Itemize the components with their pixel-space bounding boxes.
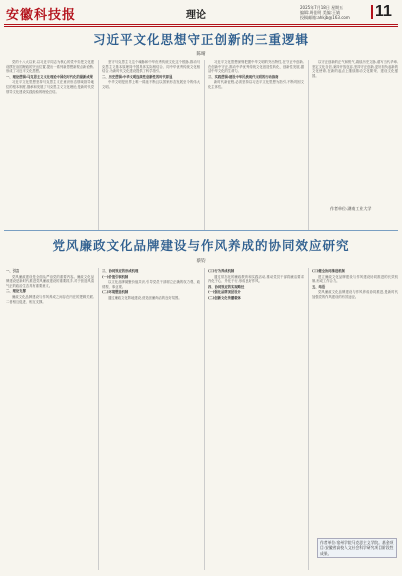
publication-info (300, 5, 350, 20)
paragraph: 中华文明是世界上唯一绵延不断且以国家形态发展至今的伟大文明。 (102, 80, 200, 89)
section-title: 理论 (186, 10, 206, 21)
column-divider (308, 60, 309, 230)
header-rule (4, 24, 398, 25)
paragraph: 建立廉政文化品牌建设与作风建设协同推进的长效机制,形成工作合力。 (312, 274, 398, 284)
article1-title: 习近平文化思想守正创新的三重逻辑 (92, 32, 309, 47)
subheading: (二)创新文化传播载体 (208, 295, 241, 300)
article2-column-3 (208, 268, 304, 568)
subheading: (一)强化品牌顶层设计 (208, 290, 241, 295)
paragraph: 习近平文化思想坚持马克思主义在意识形态领域指导地位的根本制度,继承和发展了马克思主义文化理论,是新时代党领导文化建设实践经验的理论总结。 (6, 80, 94, 94)
page-number: 11 (375, 3, 392, 20)
newspaper-name: 安徽科技报 (6, 8, 77, 23)
column-divider (308, 268, 309, 570)
article1-column-2 (102, 60, 200, 228)
article2-column-2 (102, 268, 200, 568)
subheading: (三)健全协同推进机制 (312, 269, 345, 273)
paragraph: 新时代新征程,必须坚持以习近平文化思想为指引,不断巩固文化主体性。 (208, 80, 304, 89)
article1-column-4 (312, 60, 398, 200)
subheading: 二、历史逻辑:中华文明连续性创新性的时代彰显 (102, 74, 173, 79)
column-divider (204, 60, 205, 230)
page-number-accent (371, 5, 373, 19)
article1-author: 陈晴 (196, 52, 206, 57)
subheading: 一、理论逻辑:马克思主义文化理论中国化时代化的最新成果 (6, 74, 93, 79)
editor-line: 编辑:周佳明 美编:王婧 (300, 10, 340, 15)
paragraph: 以守正创新的正气和锐气,赓续历史文脉,谱写当代华章,坚定文化自信,秉持开放包容,坚持守正创新,更好担负起新的文化使命,在新的起点上继续推动文化繁荣、建设文化强国。 (312, 60, 398, 78)
article1-column-3 (208, 60, 304, 228)
header-rule-secondary (4, 26, 398, 27)
paragraph: 党的十八大以来,以习近平同志为核心的党中央把文化建设摆在治国理政的突出位置,提出一系列新思想新观点新论断,形成了习近平文化思想。 (6, 60, 94, 74)
article2-author: 蔡钧 (196, 259, 206, 264)
paragraph: 通过廉政文化阵地建设,营造崇廉尚洁的良好氛围。 (108, 295, 182, 300)
paragraph: 习近平文化思想深刻把握中华文明的突出特性,在守正中创新,在创新中守正,推动中华优秀传统文化创造性转化、创新性发展,激活中华文化的生命力。 (208, 60, 304, 74)
subheading: 二、理论支撑 (6, 289, 26, 294)
article1-column-1 (6, 60, 94, 228)
paragraph: 党风廉政文化品牌建设与作风养成协同推进,是新时代加强党的作风建设的有效途径。 (312, 290, 398, 299)
subheading: 五、结语 (312, 284, 326, 289)
article2-footnote: 作者单位:宿州学院马克思主义学院。基金项目:安徽省高校人文社会科学研究项目阶段性成果。 (317, 538, 397, 558)
subheading: 三、实践逻辑:建设中华民族现代文明的行动指南 (208, 74, 279, 79)
date-line: 2025年7月18日 星期五 (300, 5, 344, 10)
paragraph: 廉政文化品牌建设与作风养成之间存在内在的逻辑关联,二者相互促进、相互支撑。 (6, 294, 94, 304)
article2-column-4 (312, 268, 398, 534)
paragraph: 坚守马克思主义这个魂脉和中华优秀传统文化这个根脉,推动马克思主义基本原理同中国具体实际相结合、同中华优秀传统文化相结合,为新时代文化建设提供了科学指引。 (102, 60, 200, 74)
subheading: (一)价值引领机制 (102, 274, 129, 279)
subheading: 四、协同效应的实现路径 (208, 284, 245, 289)
column-divider (204, 268, 205, 570)
subheading: (二)环境塑造机制 (102, 290, 129, 295)
subheading: (三)行为养成机制 (208, 269, 235, 273)
subheading: 三、协同效应的形成机理 (102, 269, 139, 273)
article2-column-1 (6, 268, 94, 568)
paragraph: 通过常态化的廉政教育和实践活动,推动党员干部将廉洁要求内化于心、外化于行,形成良好作风。 (208, 274, 304, 284)
article-divider (4, 230, 398, 231)
column-divider (98, 268, 99, 570)
column-divider (98, 60, 99, 230)
article2-title: 党风廉政文化品牌建设与作风养成的协同效应研究 (52, 238, 350, 253)
paragraph: 党风廉政建设是全面从严治党的重要内容。廉政文化品牌建设是新时代推进党风廉政建设的重要抓手,对于营造风清气正的政治生态具有重要意义。 (6, 274, 94, 288)
email-line: 投稿邮箱:ahkjb@163.com (300, 15, 350, 20)
subheading: 一、引言 (6, 269, 20, 273)
article1-author-note: 作者单位:湖南工业大学 (330, 206, 372, 211)
paragraph: 以文化品牌凝聚价值共识,引导党员干部树立正确的权力观、政绩观、事业观。 (102, 280, 200, 289)
